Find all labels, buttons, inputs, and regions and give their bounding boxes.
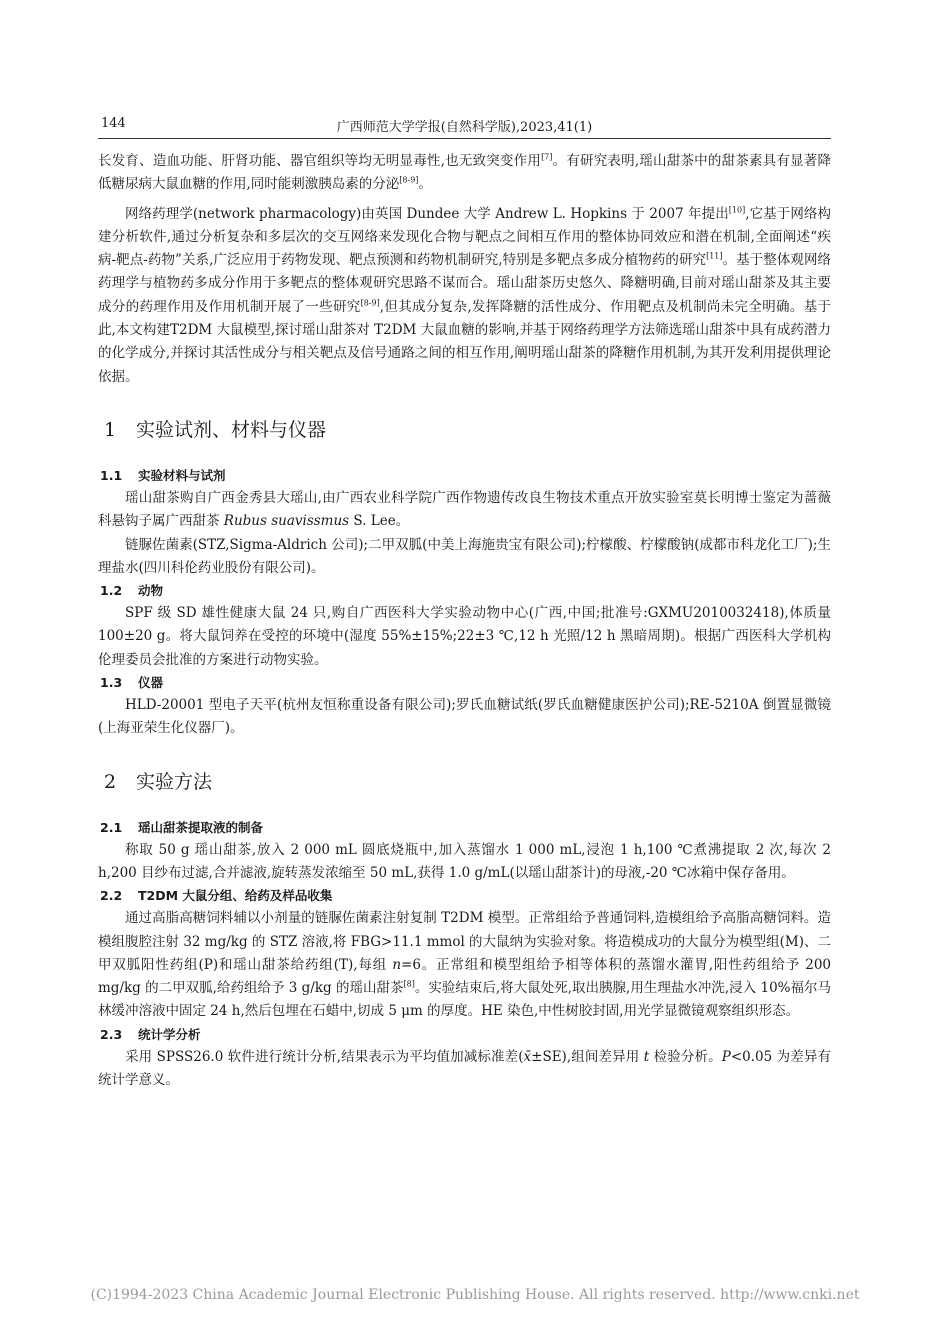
article-body [98,150,831,1092]
subsection-heading: 1.2 动物 [100,583,164,599]
subsection-heading: 1.3 仪器 [100,675,164,691]
subsection-heading: 2.2 T2DM 大鼠分组、给药及样品收集 [100,888,333,904]
paragraph: 采用 SPSS26.0 软件进行统计分析,结果表示为平均值加减标准差(x̄±SE),组间差异用 t 检验分析。P<0.05 为差异有统计学意义。 [98,1048,832,1089]
subsection-heading: 2.1 瑶山甜茶提取液的制备 [100,819,264,835]
paragraph: SPF 级 SD 雄性健康大鼠 24 只,购自广西医科大学实验动物中心(广西,中国;批准号:GXMU2010032418),体质量 100±20 g。将大鼠饲养在受控的环境中(湿度 55%±15%;22±3 ℃,12 h 光照/12 h 黑暗周期)。根据广西医科大学机构伦理委员会批准的方案进行动物实验。 [98,605,831,668]
paragraph: 瑶山甜茶购自广西金秀县大瑶山,由广西农业科学院广西作物遗传改良生物技术重点开放实验室莫长明博士鉴定为蔷薇科悬钩子属广西甜茶 Rubus suavissmus S. Lee。 [98,489,831,530]
citation: [7] [541,152,553,162]
paragraph: 称取 50 g 瑶山甜茶,放入 2 000 mL 圆底烧瓶中,加入蒸馏水 1 000 mL,浸泡 1 h,100 ℃煮沸提取 2 次,每次 2 h,200 目纱布过滤,合并滤液,旋转蒸发浓缩至 50 mL,获得 1.0 g/mL(以瑶山甜茶计)的母液,-20 ℃冰箱中保存备用。 [98,841,831,881]
latin-name: Rubus suavissmus [223,513,350,530]
copyright-footer: (C)1994-2023 China Academic Journal Electronic Publishing House. All rights reserved. http://www.cnki.net [90,1287,860,1303]
page-number: 144 [101,116,126,131]
paragraph: 通过高脂高糖饲料辅以小剂量的链脲佐菌素注射复制 T2DM 模型。正常组给予普通饲料,造模组给予高脂高糖饲料。造模组腹腔注射 32 mg/kg 的 STZ 溶液,将 FBG>11.1 mmol 的大鼠纳为实验对象。将造模成功的大鼠分为模型组(M)、二甲双胍阳性药组(P)和瑶山甜茶给药组(T),每组 n=6。正常组和模型组给予相等体积的蒸馏水灌胃,阳性药组给予 200 mg/kg 的二甲双胍,给药组给予 3 g/kg 的瑶山甜茶[8]。实验结束后,将大鼠处死,取出胰腺,用生理盐水冲洗,浸入 10%福尔马林缓冲溶液中固定 24 h,然后包埋在石蜡中,切成 5 μm 的厚度。HE 染色,中性树胶封固,用光学显微镜观察组织形态。 [98,910,832,1020]
citation: [10] [728,205,746,215]
paragraph: 链脲佐菌素(STZ,Sigma-Aldrich 公司);二甲双胍(中美上海施贵宝有限公司);柠檬酸、柠檬酸钠(成都市科龙化工厂);生理盐水(四川科伦药业股份有限公司)。 [98,536,831,576]
subsection-heading: 2.3 统计学分析 [100,1026,201,1042]
citation: [8] [403,979,415,989]
intro-paragraph-2: 网络药理学(network pharmacology)由英国 Dundee 大学 Andrew L. Hopkins 于 2007 年提出[10],它基于网络构建分析软件,通过分析复杂和多层次的交互网络来发现化合物与靶点之间相互作用的整体协同效应和潜在机制,全面阐述“疾病-靶点-药物”关系,广泛应用于药物发现、靶点预测和药物机制研究,特别是多靶点多成分植物药的研究[11]。基于整体观网络药理学与植物药多成分作用于多靶点的整体观研究思路不谋而合。瑶山甜茶历史悠久、降糖明确,目前对瑶山甜茶及其主要成分的药理作用及作用机制开展了一些研究[8-9],但其成分复杂,发挥降糖的活性成分、作用靶点及机制尚未完全明确。基于此,本文构建T2DM 大鼠模型,探讨瑶山甜茶对 T2DM 大鼠血糖的影响,并基于网络药理学方法筛选瑶山甜茶中具有成药潜力的化学成分,并探讨其活性成分与相关靶点及信号通路之间的相互作用,阐明瑶山甜茶的降糖作用机制,为其开发利用提供理论依据。 [98,205,832,385]
paragraph: HLD-20001 型电子天平(杭州友恒称重设备有限公司);罗氏血糖试纸(罗氏血糖健康医护公司);RE-5210A 倒置显微镜(上海亚荣生化仪器厂)。 [98,697,831,737]
citation: [11] [706,251,723,261]
intro-paragraph-1: 长发育、造血功能、肝肾功能、器官组织等均无明显毒性,也无致突变作用[7]。有研究表明,瑶山甜茶中的甜茶素具有显著降低糖尿病大鼠血糖的作用,同时能刺激胰岛素的分泌[8-9]。 [98,152,831,193]
citation: [8-9] [399,175,419,185]
journal-title: 广西师范大学学报(自然科学版),2023,41(1) [336,120,593,135]
running-header [98,112,831,139]
subsection-heading: 1.1 实验材料与试剂 [100,467,226,483]
section-heading: 2 实验方法 [104,770,213,793]
section-heading: 1 实验试剂、材料与仪器 [104,418,327,441]
citation: [8-9] [360,298,380,308]
